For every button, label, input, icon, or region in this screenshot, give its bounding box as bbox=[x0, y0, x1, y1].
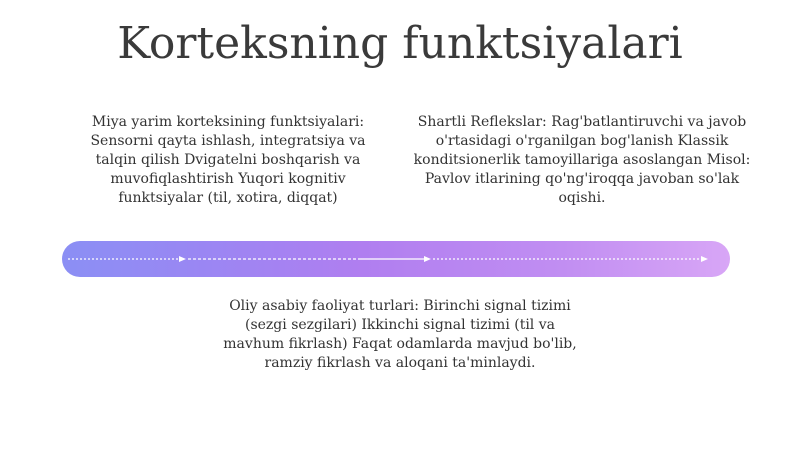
text-block-higher-nervous-activity: Oliy asabiy faoliyat turlari: Birinchi signal tizimi (sezgi sezgilari) Ikkinchi signal tizimi (til va mavhum fikrlash) Faqat odamlarda mavjud bo'lib, ramziy fikrlash va aloqani ta'minlaydi. bbox=[223, 298, 577, 371]
timeline-arrows bbox=[62, 241, 730, 277]
timeline-bar bbox=[62, 241, 730, 277]
timeline-arrowhead-3 bbox=[701, 256, 708, 262]
text-block-cortex-functions: Miya yarim korteksining funktsiyalari: Sensorni qayta ishlash, integratsiya va talqin qilish Dvigatelni boshqarish va muvofiqlashtirish Yuqori kognitiv funktsiyalar (til, xotira, diqqat) bbox=[90, 114, 366, 206]
page-title: Korteksning funktsiyalari bbox=[117, 18, 683, 69]
text-block-conditioned-reflexes: Shartli Reflekslar: Rag'batlantiruvchi va javob o'rtasidagi o'rganilgan bog'lanish Klassik konditsionerlik tamoyillariga asoslangan Misol: Pavlov itlarining qo'ng'iroqqa javoban so'lak oqishi. bbox=[413, 114, 751, 206]
timeline-arrowhead-2 bbox=[424, 256, 431, 262]
timeline-arrowhead-1 bbox=[179, 256, 186, 262]
